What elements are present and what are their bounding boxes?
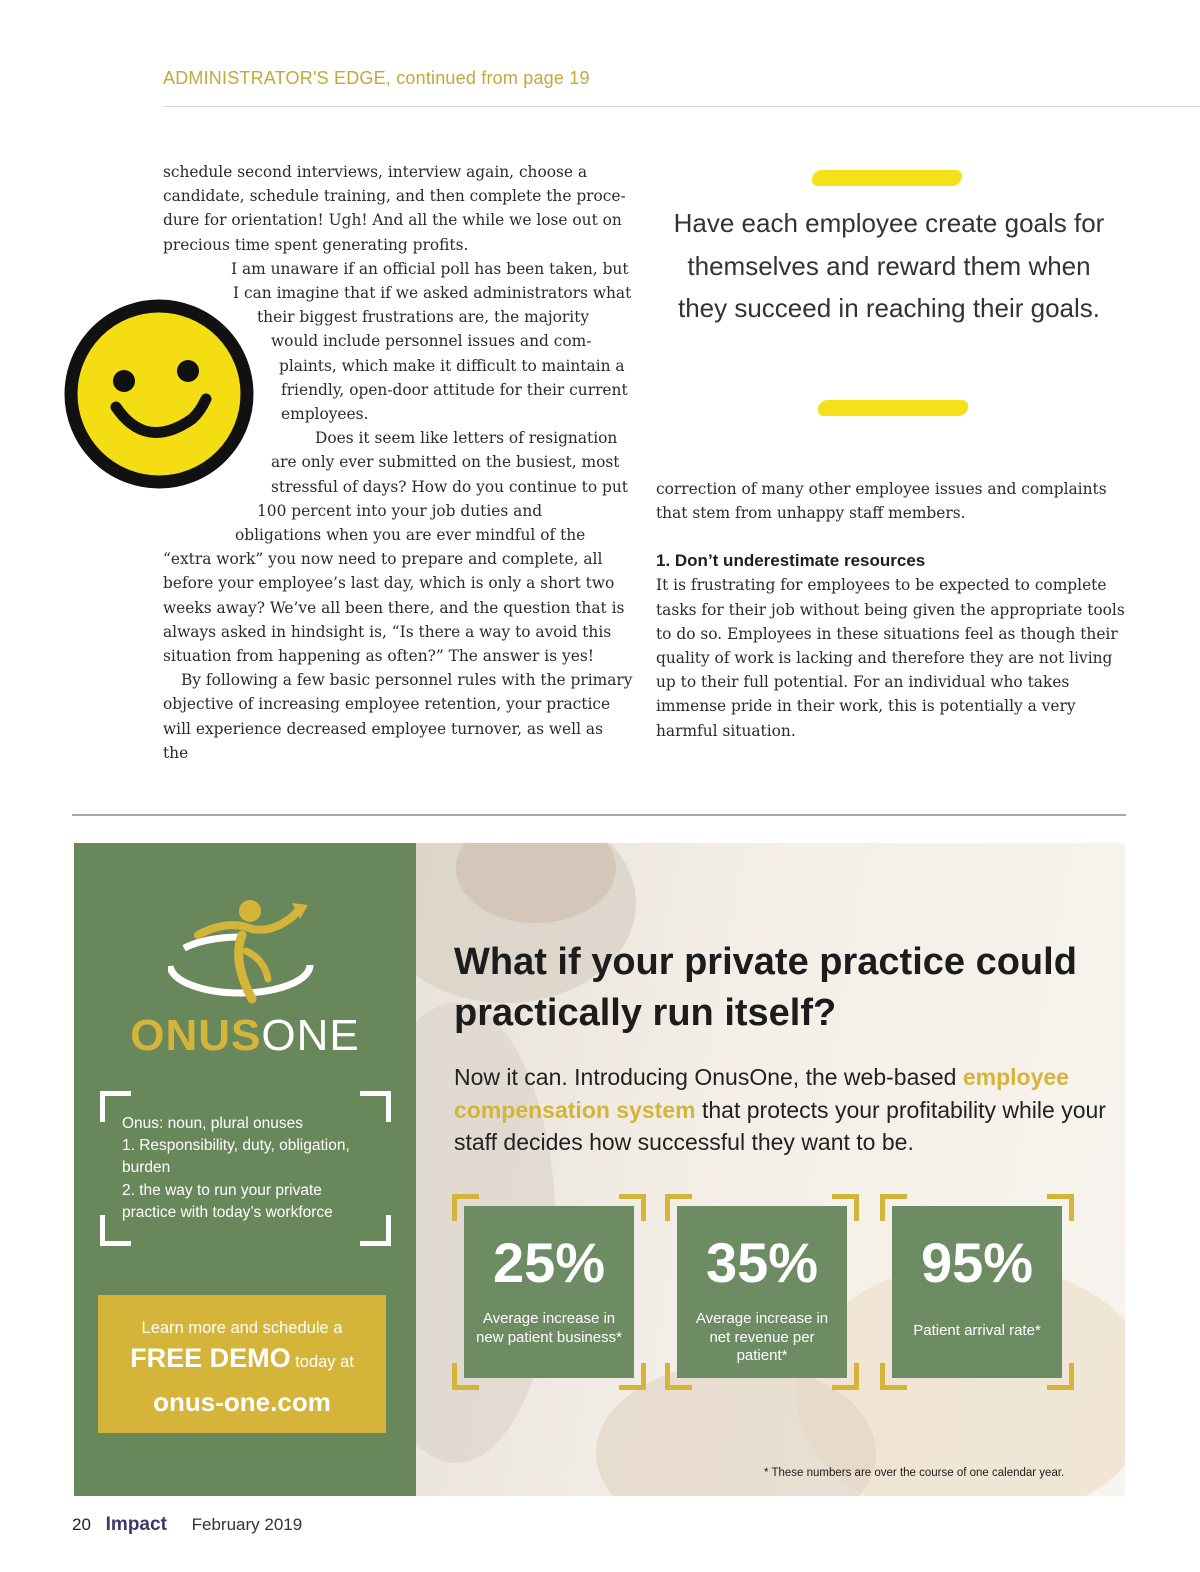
page-footer — [72, 1514, 302, 1536]
body-paragraph: By following a few basic personnel rules with the primary objective of increasing employee retention, your practice will experience decreased employee turnover, as well as the — [163, 671, 633, 762]
body-paragraph: correction of many other employee issues and complaints that stem from unhappy staff members. — [656, 480, 1107, 523]
onusone-logo-icon — [168, 895, 328, 1005]
demo-intro: Learn more and schedule a — [141, 1319, 343, 1337]
free-demo-callout[interactable] — [98, 1295, 386, 1433]
stat-card — [665, 1194, 859, 1390]
pull-quote-text: Have each employee create goals for themselves and reward them when they succeed in reaching their goals. — [673, 208, 1105, 323]
onusone-wordmark: ONUSONE — [130, 1011, 360, 1060]
stat-value: 95% — [920, 1231, 1034, 1294]
body-paragraph: It is frustrating for employees to be expected to complete tasks for their job without being given the appropriate tools to do so. Employees in these situations feel as though their quality of work is lacking and therefore they are not living up to their full potential. For an individual who takes immense pride in their work, this is potentially a very harmful situation. — [656, 576, 1125, 740]
highlight-stroke — [810, 170, 963, 186]
header-rule — [163, 106, 1200, 107]
definition-line: 2. the way to run your private practice with today’s workforce — [122, 1181, 333, 1221]
magazine-name: Impact — [105, 1514, 167, 1535]
ad-footnote: * These numbers are over the course of one calendar year. — [764, 1467, 1065, 1479]
stat-label: Average increase in net revenue per patient* — [695, 1310, 829, 1364]
smiley-face-icon — [64, 299, 254, 489]
body-paragraph: Does it seem like letters of resignation are only ever submitted on the busiest, most stressful of days? How do you continue to put 100 percent into your job duties and obligations when you are ever mindful of the “extra work” you now need to prepare and complete, all before your employee’s last day, which is only a short two weeks away? We’ve all been there, and the question that is always asked in hindsight is, “Is there a way to avoid this situation from happening as often?” The answer is yes! — [163, 429, 628, 666]
stat-value: 25% — [492, 1231, 606, 1294]
definition-line: Onus: noun, plural onuses — [122, 1115, 303, 1132]
body-paragraph: schedule second interviews, interview again, choose a candidate, schedule training, and then complete the proce-dure for orientation! Ugh! And all the while we lose out on precious time spent generating profits. — [163, 163, 626, 254]
section-heading: 1. Don’t underestimate resources — [656, 551, 926, 571]
definition-line: 1. Responsibility, duty, obligation, burden — [122, 1137, 350, 1177]
right-column — [656, 477, 1126, 743]
pull-quote — [660, 160, 1118, 430]
ad-headline: What if your private practice could practically run itself? — [454, 941, 1077, 1034]
ad-body-copy: Now it can. Introducing OnusOne, the web-based employee compensation system that protects your profitability while your staff decides how successful they want to be. — [454, 1064, 1106, 1155]
onus-definition — [122, 1113, 372, 1224]
stat-label: Average increase in new patient business* — [476, 1310, 622, 1346]
stat-card — [880, 1194, 1074, 1390]
stat-card — [452, 1194, 646, 1390]
ad-green-panel — [74, 843, 416, 1496]
section-divider — [72, 814, 1126, 816]
stat-value: 35% — [705, 1231, 819, 1294]
onusone-advertisement — [74, 843, 1125, 1496]
page-number: 20 — [72, 1515, 91, 1534]
issue-date: February 2019 — [191, 1515, 303, 1534]
demo-offer: FREE DEMO today at — [130, 1343, 354, 1373]
demo-url-link[interactable]: onus-one.com — [153, 1387, 331, 1417]
highlight-stroke — [816, 400, 969, 416]
running-head: ADMINISTRATOR'S EDGE, continued from page 19 — [163, 68, 590, 88]
stat-label: Patient arrival rate* — [913, 1322, 1041, 1339]
body-paragraph: I am unaware if an official poll has been taken, but I can imagine that if we asked administrators what their biggest frustrations are, the majority would include personnel issues and com-plaints, which make it difficult to maintain a friendly, open-door attitude for their current employees. — [231, 259, 632, 424]
